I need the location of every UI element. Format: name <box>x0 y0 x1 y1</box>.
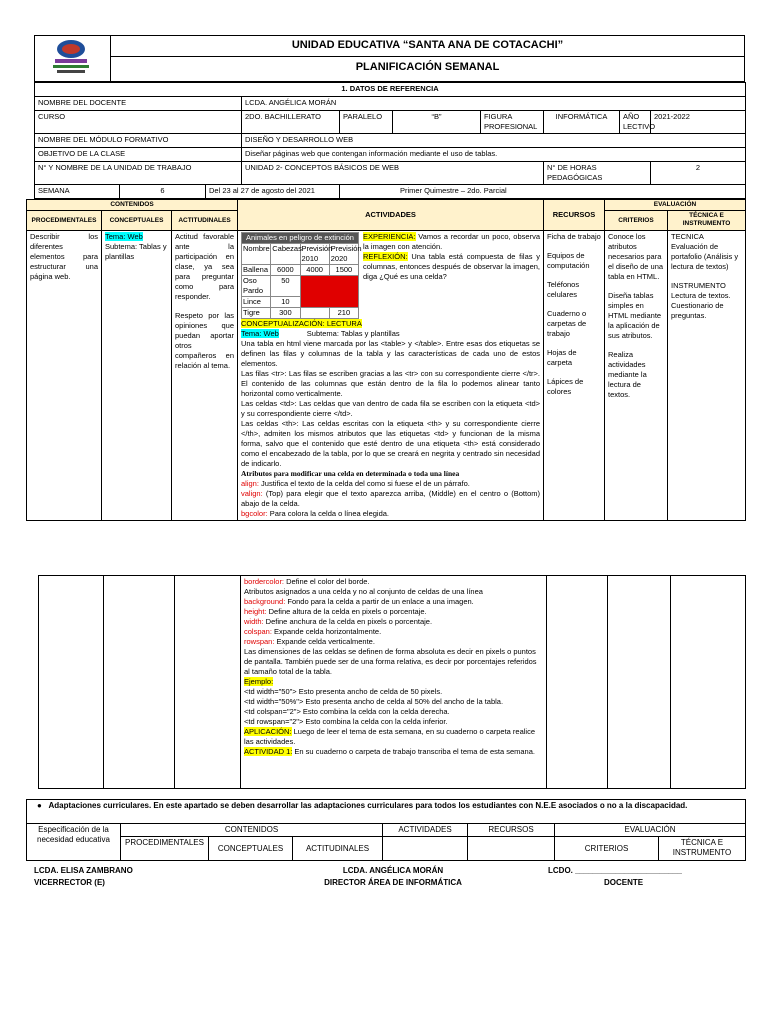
document-subtitle: PLANIFICACIÓN SEMANAL <box>111 57 745 82</box>
bullet-icon: ● <box>37 801 49 810</box>
tecnica-cell <box>668 231 746 521</box>
mini-header: Previsión 2020 <box>330 244 362 263</box>
tecnica-cell-2 <box>671 576 746 789</box>
recurso-6: Lápices de colores <box>547 377 584 396</box>
experiencia-text: Vamos a recordar un poco, observa la imagen con atención. <box>363 232 540 251</box>
rowspan-key: rowspan: <box>244 637 275 646</box>
bordercolor-value: Define el color del borde. <box>284 577 370 586</box>
recurso-5: Hojas de carpeta <box>547 348 577 367</box>
actitudinales-1: Actitud favorable ante la participación en clase, ya sea para preguntar como para responder. <box>175 232 234 301</box>
objetivo-label: OBJETIVO DE LA CLASE <box>35 148 242 162</box>
criterios-header: CRITERIOS <box>605 211 668 231</box>
actividad1-text: En su cuaderno o carpeta de trabajo transcriba el tema de esta semana. <box>292 747 535 756</box>
aplicacion-text: Luego de leer el tema de esta semana, en su cuaderno o carpeta realice las actividades. <box>244 727 536 746</box>
criterio-3: Realiza actividades mediante la lectura de textos. <box>608 350 647 399</box>
anio-label: AÑO LECTIVO <box>620 111 651 134</box>
adapt-contenidos-header: CONTENIDOS <box>121 824 383 837</box>
adapt-actitudinales-header: ACTITUDINALES <box>293 837 383 861</box>
mini-header: Nombre <box>242 244 271 265</box>
adapt-criterios-header: CRITERIOS <box>555 837 659 861</box>
mini-cell: 6000 <box>271 265 300 276</box>
firma-1-role: VICERRECTOR (E) <box>34 878 105 887</box>
endangered-animals-table <box>241 232 362 319</box>
recursos-cell-2 <box>547 576 608 789</box>
ejemplo-3: <td colspan="2"> Esto combina la celda con la celda derecha. <box>244 707 450 716</box>
recursos-cell <box>544 231 605 521</box>
actitudinales-cell-2 <box>175 576 241 789</box>
figura-value: INFORMÁTICA <box>544 111 620 134</box>
align-key: align: <box>241 479 259 488</box>
mini-cell: Ballena <box>242 265 271 276</box>
evaluacion-header: EVALUACIÓN <box>605 200 746 211</box>
tecnica-2: Evaluación de portafolio (Análisis y lectura de textos) <box>671 242 739 271</box>
school-logo <box>49 38 93 74</box>
conceptuales-header: CONCEPTUALES <box>102 211 172 231</box>
firma-2-role: DIRECTOR ÁREA DE INFORMÁTICA <box>324 878 462 887</box>
paralelo-label: PARALELO <box>340 111 393 134</box>
mini-header: Previsión 2010 <box>301 244 333 263</box>
procedimentales-header: PROCEDIMENTALES <box>27 211 102 231</box>
atributos-title: Atributos para modificar una celda en determinada o toda una línea <box>241 469 460 478</box>
adaptaciones-table <box>26 799 746 861</box>
procedimentales-cell-2 <box>39 576 104 789</box>
mini-cell: 210 <box>329 308 358 319</box>
quimestre-value: Primer Quimestre – 2do. Parcial <box>340 185 746 199</box>
procedimentales-text: Describir los diferentes elementos para estructurar una página web. <box>30 232 98 281</box>
colspan-value: Expande celda horizontalmente. <box>271 627 382 636</box>
conceptuales-subtema: Subtema: Tablas y plantillas <box>105 242 167 261</box>
ejemplo-label: Ejemplo: <box>244 677 274 686</box>
adapt-actividades-header: ACTIVIDADES <box>383 824 468 837</box>
actividades-cell <box>238 231 544 521</box>
horas-value: 2 <box>651 162 746 185</box>
actitudinales-2: Respeto por las opiniones que puedan aportar otros compañeros en relación al tema. <box>175 311 234 370</box>
reflexion-text: Una tabla está compuesta de filas y columnas, entonces después de observar la imagen, diga ¿Qué es una celda? <box>363 252 540 281</box>
unidad-label: N° Y NOMBRE DE LA UNIDAD DE TRABAJO <box>35 162 242 185</box>
mini-cell: Lince <box>242 297 271 308</box>
firma-2-name: LCDA. ANGÉLICA MORÁN <box>342 866 444 875</box>
firma-3-name: LCDO. ________________________ <box>548 866 682 875</box>
semana-value: 6 <box>120 185 206 199</box>
objetivo-value: Diseñar páginas web que contengan información mediante el uso de tablas. <box>242 148 746 162</box>
criterios-cell-2 <box>608 576 671 789</box>
adapt-tecnica-header: TÉCNICA E INSTRUMENTO <box>659 837 746 861</box>
adapt-recursos-cell <box>468 837 555 861</box>
actividades-header: ACTIVIDADES <box>238 200 544 231</box>
mini-cell: 4000 <box>300 265 329 276</box>
reference-table <box>34 82 746 199</box>
adapt-procedimentales-header: PROCEDIMENTALES <box>121 837 209 861</box>
background-value: Fondo para la celda a partir de un enlace a una imagen. <box>285 597 474 606</box>
figura-label: FIGURA PROFESIONAL <box>481 111 544 134</box>
firma-director <box>318 865 468 889</box>
valign-value: (Top) para elegir que el texto aparezca arriba, (Middle) en el centro o (Bottom) abajo de la celda. <box>241 489 540 508</box>
mini-cell: 1500 <box>329 265 358 276</box>
tecnica-1: TECNICA <box>671 232 704 241</box>
tecnica-4: Lectura de textos. Cuestionario de preguntas. <box>671 291 731 320</box>
firma-1-name: LCDA. ELISA ZAMBRANO <box>34 866 133 875</box>
adaptaciones-note-cell <box>27 800 746 824</box>
paralelo-value: “B” <box>393 111 481 134</box>
procedimentales-cell <box>27 231 102 521</box>
horas-label: N° DE HORAS PEDAGÓGICAS <box>544 162 651 185</box>
criterios-cell <box>605 231 668 521</box>
semana-label: SEMANA <box>35 185 120 199</box>
recursos-header: RECURSOS <box>544 200 605 231</box>
modulo-label: NOMBRE DEL MÓDULO FORMATIVO <box>35 134 242 148</box>
bgcolor-value: Para colora la celda o línea elegida. <box>267 509 390 518</box>
valign-key: valign: <box>241 489 263 498</box>
width-key: width: <box>244 617 264 626</box>
actividad1-label: ACTIVIDAD 1: <box>244 747 293 756</box>
actitudinales-cell <box>172 231 238 521</box>
docente-label: NOMBRE DEL DOCENTE <box>35 97 242 111</box>
recurso-4: Cuaderno o carpetas de trabajo <box>547 309 587 338</box>
curso-value: 2DO. BACHILLERATO <box>242 111 340 134</box>
criterio-2: Diseña tablas simples en HTML mediante la aplicación de sus atributos. <box>608 291 662 340</box>
mini-header: Cabezas <box>271 244 300 265</box>
ejemplo-2: <td width="50%"> Esto presenta ancho de celda al 50% del ancho de la tabla. <box>244 697 504 706</box>
bgcolor-key: bgcolor: <box>241 509 268 518</box>
unidad-value: UNIDAD 2- CONCEPTOS BÁSICOS DE WEB <box>242 162 544 185</box>
tabla-paragraph-1: Una tabla en html viene marcada por las <table> y </table>. Entre esas dos etiquetas se definen las filas y columnas de la tabla y las características de cada uno de estos elementos. <box>241 339 540 368</box>
mini-cell: Oso Pardo <box>242 276 271 297</box>
tabla-paragraph-2: Las filas <tr>: Las filas se escriben gracias a las <tr> con su correspondiente cierre </tr>. El contenido de las columnas que están dentro de la fila lo podemos alinear tanto horizontal como verticalmente. <box>241 369 540 398</box>
tecnica-header: TÉCNICA E INSTRUMENTO <box>668 211 746 231</box>
adapt-evaluacion-header: EVALUACIÓN <box>555 824 746 837</box>
tabla-paragraph-3: Las celdas <td>: Las celdas que van dentro de cada fila se escriben con la etiqueta <td> y su correspondiente cierre </td>. <box>241 399 540 418</box>
modulo-value: DISEÑO Y DESARROLLO WEB <box>242 134 746 148</box>
conceptuales-cell-2 <box>104 576 175 789</box>
atributos-asignados: Atributos asignados a una celda y no al conjunto de celdas de una línea <box>244 587 483 596</box>
reflexion-label: REFLEXIÓN: <box>363 252 408 261</box>
anio-value: 2021-2022 <box>651 111 746 134</box>
tecnica-3: INSTRUMENTO <box>671 281 726 290</box>
mini-cell: 10 <box>271 297 300 308</box>
institution-name: UNIDAD EDUCATIVA “SANTA ANA DE COTACACHI” <box>111 36 745 57</box>
actividades-cell-2 <box>241 576 547 789</box>
plan-table-continued <box>38 575 746 789</box>
width-value: Define anchura de la celda en pixels o porcentaje. <box>263 617 433 626</box>
height-value: Define altura de la celda en pixels o porcentaje. <box>266 607 427 616</box>
mini-red-cell <box>300 276 359 308</box>
conceptuales-tema: Tema: Web <box>105 232 143 241</box>
section-title: 1. DATOS DE REFERENCIA <box>35 83 746 97</box>
ejemplo-1: <td width="50"> Esto presenta ancho de celda de 50 pixels. <box>244 687 443 696</box>
rowspan-value: Expande celda verticalmente. <box>274 637 375 646</box>
docente-value: LCDA. ANGÉLICA MORÁN <box>242 97 746 111</box>
dimensiones-text: Las dimensiones de las celdas se definen de forma absoluta es decir en pixels o puntos de pantalla. También puede ser de una forma relativa, es decir por porcentajes referidos al tamaño total de la tabla. <box>244 647 537 676</box>
mini-cell: 50 <box>271 276 300 297</box>
school-logo-cell <box>35 36 111 82</box>
aplicacion-label: APLICACIÓN: <box>244 727 292 736</box>
adapt-conceptuales-header: CONCEPTUALES <box>209 837 293 861</box>
firma-vicerrector <box>34 865 133 889</box>
height-key: height: <box>244 607 267 616</box>
fechas-value: Del 23 al 27 de agosto del 2021 <box>206 185 340 199</box>
recurso-3: Teléfonos celulares <box>547 280 580 299</box>
experiencia-label: EXPERIENCIA: <box>363 232 416 241</box>
curso-label: CURSO <box>35 111 242 134</box>
tabla-paragraph-4: Las celdas <th>: Las celdas escritas con la etiqueta <th> y su correspondiente cierre </th>, admiten los mismos atributos que las etiquetas <td> y funcionan de la misma forma, salvo que el contenido que esté dentro de una etiqueta <th> está considerado como el encabezado de la tabla, por lo que se creará en negrita y centrado sin necesidad de indicarlo. <box>241 419 540 468</box>
contenidos-header: CONTENIDOS <box>27 200 238 211</box>
firma-docente <box>548 865 728 889</box>
adapt-recursos-header: RECURSOS <box>468 824 555 837</box>
plan-table <box>26 199 746 521</box>
ejemplo-4: <td rowspan="2"> Esto combina la celda con la celda inferior. <box>244 717 448 726</box>
bordercolor-key: bordercolor: <box>244 577 285 586</box>
adapt-actividades-cell <box>383 837 468 861</box>
background-key: background: <box>244 597 286 606</box>
conceptualizacion-label: CONCEPTUALIZACIÓN: LECTURA <box>241 319 362 328</box>
recurso-2: Equipos de computación <box>547 251 590 270</box>
conceptuales-cell <box>102 231 172 521</box>
mini-cell <box>300 308 329 319</box>
mini-table-title: Animales en peligro de extinción <box>242 233 359 244</box>
mini-cell: Tigre <box>242 308 271 319</box>
actividades-subtema: Subtema: Tablas y plantillas <box>306 329 400 338</box>
firma-3-role: DOCENTE <box>604 878 644 887</box>
align-value: Justifica el texto de la celda del como si fuese el de un párrafo. <box>258 479 470 488</box>
especificacion-header: Especificación de la necesidad educativa <box>27 824 121 861</box>
adaptaciones-note: Adaptaciones curriculares. En este apartado se deben desarrollar las adaptaciones curriculares para todos los estudiantes con N.E.E asociados o no a la discapacidad. <box>48 801 688 810</box>
colspan-key: colspan: <box>244 627 272 636</box>
actitudinales-header: ACTITUDINALES <box>172 211 238 231</box>
recurso-1: Ficha de trabajo <box>547 232 601 241</box>
actividades-tema: Tema: Web <box>241 329 279 338</box>
header-table <box>34 35 745 82</box>
mini-cell: 300 <box>271 308 300 319</box>
criterio-1: Conoce los atributos necesarios para el diseño de una tabla en HTML. <box>608 232 664 281</box>
